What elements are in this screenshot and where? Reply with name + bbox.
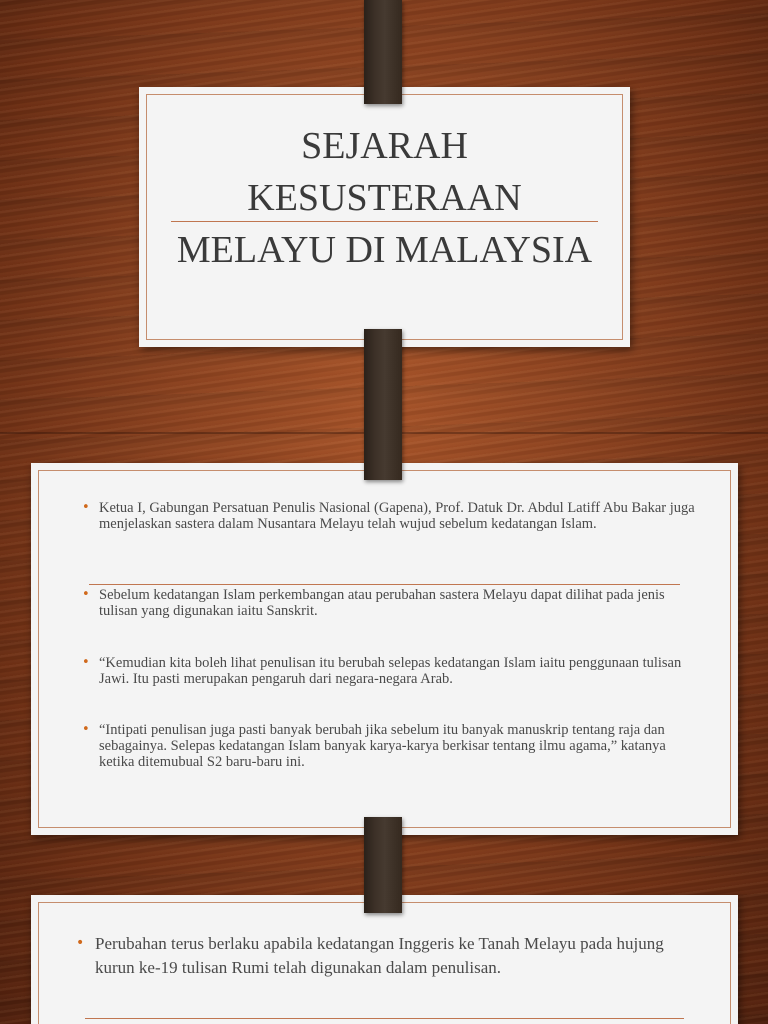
bullet-text: Sebelum kedatangan Islam perkembangan atau perubahan sastera Melayu dapat dilihat pada jenis tulisan yang digunakan iaitu Sanskrit. <box>99 587 665 619</box>
title-divider <box>171 221 598 222</box>
bullet-item <box>76 932 705 980</box>
content-slide-card <box>31 463 738 835</box>
hanger-strap-1 <box>364 0 402 104</box>
hanger-strap-2 <box>364 329 402 480</box>
title-line-3: MELAYU DI MALAYSIA <box>176 229 593 271</box>
slide-title <box>139 120 630 276</box>
bullet-icon: • <box>82 500 90 515</box>
bullet-text: Ketua I, Gabungan Persatuan Penulis Nasional (Gapena), Prof. Datuk Dr. Abdul Latiff Abu Bakar juga menjelaskan sastera dalam Nusantara Melayu telah wujud sebelum kedatangan Islam. <box>99 500 695 532</box>
bullet-text: Perubahan terus berlaku apabila kedatangan Inggeris ke Tanah Melayu pada hujung kurun ke-19 tulisan Rumi telah digunakan dalam penulisan. <box>95 934 664 977</box>
bullet-item <box>82 587 699 619</box>
title-line-2: KESUSTERAAN <box>247 177 522 219</box>
content-slide-card-2 <box>31 895 738 1024</box>
title-slide-card <box>139 87 630 347</box>
bullet-text: “Kemudian kita boleh lihat penulisan itu berubah selepas kedatangan Islam iaitu penggunaan tulisan Jawi. Itu pasti merupakan pengaruh dari negara-negara Arab. <box>99 655 682 687</box>
content-divider <box>89 584 680 585</box>
bullet-item <box>82 722 699 770</box>
bullet-icon: • <box>82 587 90 602</box>
bullet-item <box>82 655 699 687</box>
content-divider <box>85 1018 684 1019</box>
hanger-strap-3 <box>364 817 402 913</box>
bullet-icon: • <box>82 655 90 670</box>
bullet-icon: • <box>82 722 90 737</box>
bullet-item <box>82 500 699 532</box>
bullet-text: “Intipati penulisan juga pasti banyak berubah jika sebelum itu banyak manuskrip tentang raja dan sebagainya. Selepas kedatangan Islam banyak karya-karya berkisar tentang ilmu agama,” katanya ketika ditemubual S2 baru-baru ini. <box>99 722 666 770</box>
title-line-1: SEJARAH <box>301 125 468 167</box>
bullet-icon: • <box>76 935 85 951</box>
